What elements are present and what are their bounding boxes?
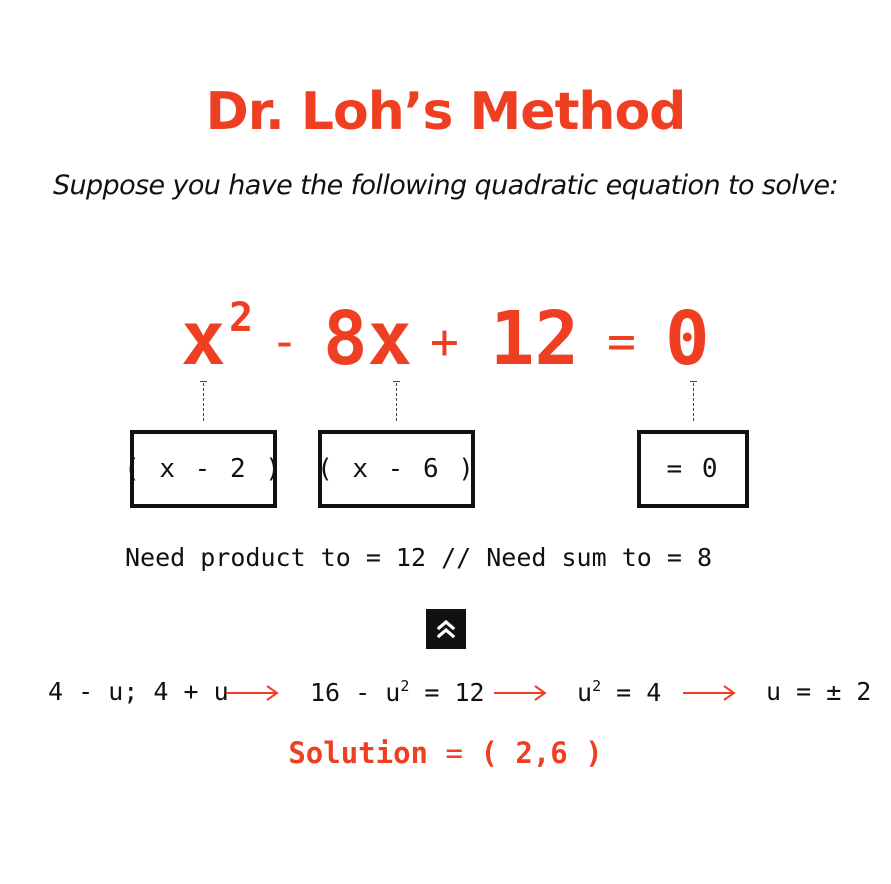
factor-box-3: = 0 — [637, 430, 749, 508]
page-title: Dr. Loh’s Method — [205, 82, 686, 142]
eq-rhs: 0 — [665, 296, 710, 382]
arrow-icon — [224, 683, 280, 707]
step-3: $u^2 = 4$ — [577, 677, 662, 707]
connector-line-1 — [203, 383, 204, 421]
eq-exponent: 2 — [229, 295, 254, 341]
eq-term-8x: 8x — [323, 296, 413, 382]
connector-tick-3 — [690, 381, 697, 382]
step-2: $16 - u^2 = 12$ — [310, 677, 485, 707]
factor-box-1: ( x - 2 ) — [130, 430, 277, 508]
eq-x: x — [181, 296, 226, 382]
arrow-icon — [492, 683, 548, 707]
connector-tick-2 — [393, 381, 400, 382]
connector-line-2 — [396, 383, 397, 421]
factor-box-2: ( x - 6 ) — [318, 430, 475, 508]
subtitle: Suppose you have the following quadratic equation to solve: — [52, 170, 839, 201]
arrow-icon — [681, 683, 737, 707]
eq-equals: = — [607, 314, 636, 370]
double-chevron-up-icon — [426, 609, 466, 649]
eq-constant: 12 — [490, 296, 580, 382]
solution-equals: = — [445, 736, 463, 770]
solution — [0, 736, 891, 770]
conditions-text: Need product to = 12 // Need sum to = 8 — [125, 543, 712, 572]
connector-tick-1 — [200, 381, 207, 382]
solution-label: Solution — [288, 736, 429, 770]
eq-plus: + — [430, 314, 459, 370]
step-1: 4 - u; 4 + u — [48, 677, 229, 706]
connector-line-3 — [693, 383, 694, 421]
step-4: u = ± 2 — [766, 677, 872, 706]
solution-value: ( 2,6 ) — [480, 736, 603, 770]
eq-minus: - — [270, 314, 299, 370]
